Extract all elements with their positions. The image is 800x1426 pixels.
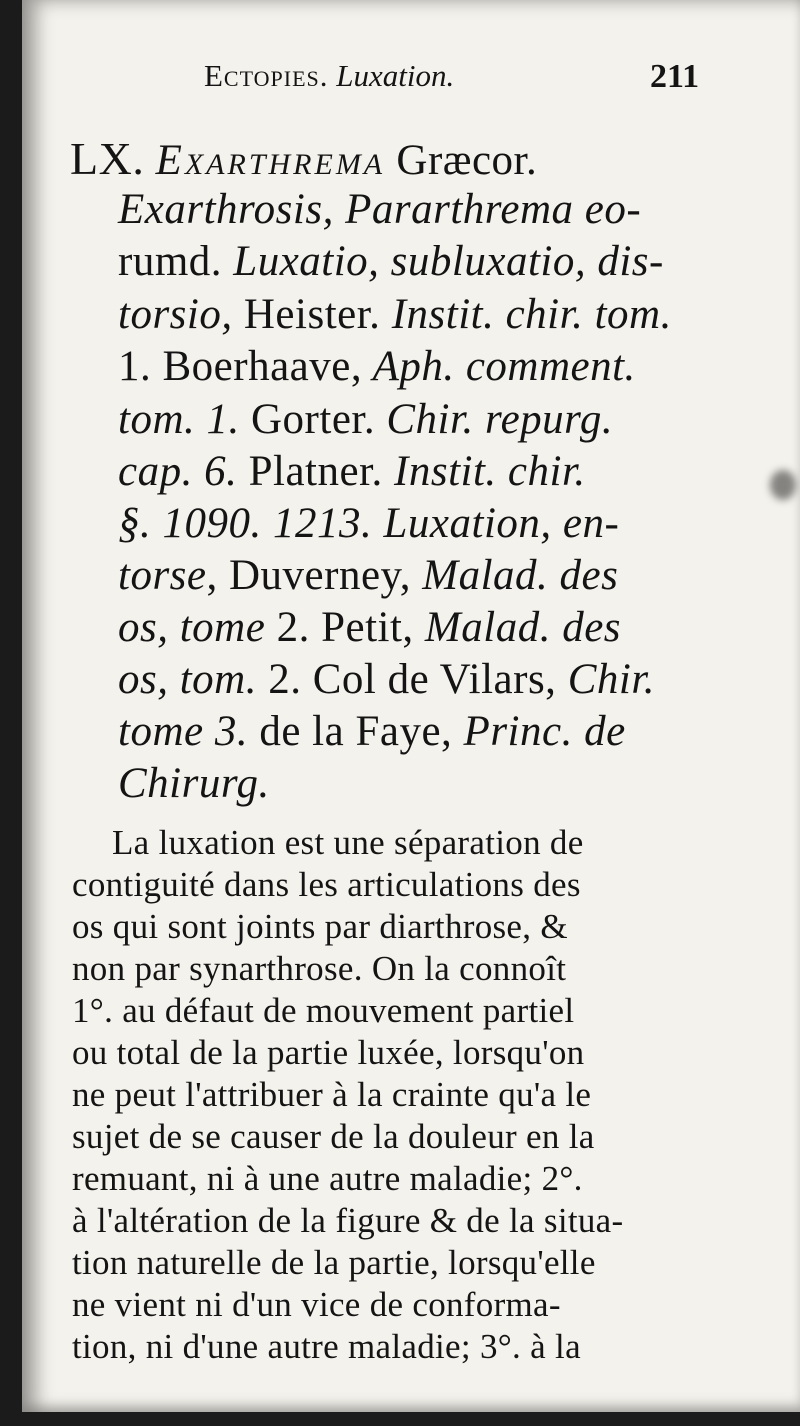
page-header: [22, 58, 800, 98]
body-line-13: tion, ni d'une autre maladie; 3°. à la: [72, 1327, 581, 1366]
body-line-8: sujet de se causer de la douleur en la: [72, 1117, 595, 1156]
body-line-2: contiguité dans les articulations des: [72, 865, 581, 904]
entry-line-11: os, tom. 2. Col de Vilars, Chir.: [118, 656, 656, 703]
body-line-12: ne vient ni d'un vice de conforma-: [72, 1285, 561, 1324]
running-title: [204, 58, 454, 94]
entry-line-12: tome 3. de la Faye, Princ. de: [118, 708, 626, 755]
entry-number: LX.: [70, 133, 145, 184]
entry-line-7: cap. 6. Platner. Instit. chir.: [118, 448, 586, 495]
body-line-11: tion naturelle de la partie, lorsqu'elle: [72, 1243, 596, 1282]
entry-line-1: LX. Exarthrema Græcor.: [70, 133, 538, 184]
entry-line-2: Exarthrosis, Pararthrema eo-: [118, 186, 642, 233]
entry-term: Exarthrema: [155, 137, 386, 184]
entry-line-6: tom. 1. Gorter. Chir. repurg.: [118, 396, 614, 443]
body-line-5: 1°. au défaut de mouvement partiel: [72, 991, 575, 1030]
page-number: 211: [650, 58, 700, 95]
running-title-head: Ectopies.: [204, 58, 329, 93]
entry-line-4: torsio, Heister. Instit. chir. tom.: [118, 291, 672, 338]
body-line-10: à l'altération de la figure & de la situa-: [72, 1201, 624, 1240]
entry-line-5: 1. Boerhaave, Aph. comment.: [118, 343, 636, 390]
book-page: [22, 0, 800, 1412]
body-line-7: ne peut l'attribuer à la crainte qu'a le: [72, 1075, 592, 1114]
running-title-tail: Luxation.: [336, 58, 455, 93]
body-line-1: La luxation est une séparation de: [112, 823, 584, 862]
entry-line-13: Chirurg.: [118, 760, 270, 807]
body-line-6: ou total de la partie luxée, lorsqu'on: [72, 1033, 585, 1072]
entry-line-3: rumd. Luxatio, subluxatio, dis-: [118, 238, 664, 285]
entry-line-8: §. 1090. 1213. Luxation, en-: [118, 500, 620, 547]
body-line-9: remuant, ni à une autre maladie; 2°.: [72, 1159, 583, 1198]
body-line-3: os qui sont joints par diarthrose, &: [72, 907, 568, 946]
body-line-4: non par synarthrose. On la connoît: [72, 949, 567, 988]
entry-line-9: torse, Duverney, Malad. des: [118, 552, 619, 599]
entry-line-10: os, tome 2. Petit, Malad. des: [118, 604, 622, 651]
